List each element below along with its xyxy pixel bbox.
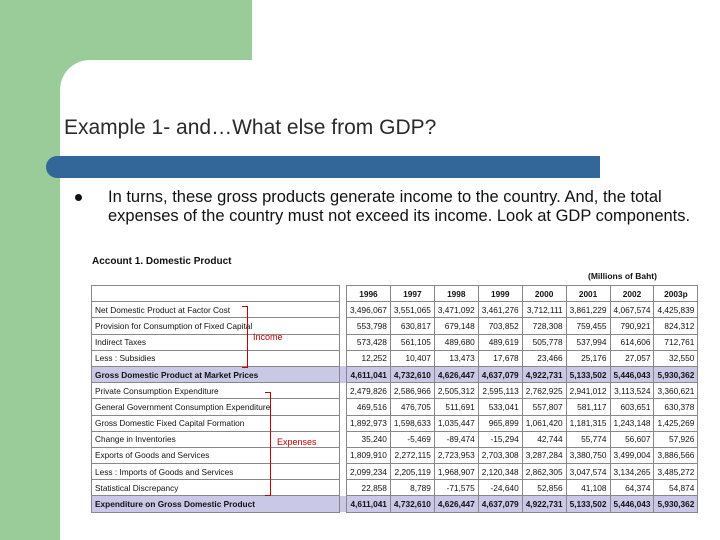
- row-value: 557,807: [522, 399, 566, 415]
- row-value: 728,308: [522, 318, 566, 334]
- row-gap: [340, 350, 347, 366]
- row-value: 57,926: [654, 431, 698, 447]
- row-value: 2,479,826: [347, 383, 391, 399]
- row-value: 32,550: [654, 350, 698, 366]
- row-gap: [340, 464, 347, 480]
- row-value: 630,817: [390, 318, 434, 334]
- table-row: [92, 334, 698, 350]
- row-value: 4,067,574: [610, 302, 654, 318]
- table-row: [92, 447, 698, 463]
- row-value: 5,930,362: [654, 496, 698, 512]
- row-value: 537,994: [566, 334, 610, 350]
- table-row: [92, 496, 698, 512]
- header-year: 1996: [347, 286, 391, 302]
- table-header-row: [92, 286, 698, 302]
- row-value: 8,789: [390, 480, 434, 496]
- row-value: 52,856: [522, 480, 566, 496]
- row-value: 5,446,043: [610, 366, 654, 382]
- row-value: 790,921: [610, 318, 654, 334]
- row-label: Statistical Discrepancy: [92, 480, 340, 496]
- table-row: [92, 366, 698, 382]
- row-value: 2,941,012: [566, 383, 610, 399]
- row-gap: [340, 447, 347, 463]
- row-value: 553,798: [347, 318, 391, 334]
- row-value: 614,606: [610, 334, 654, 350]
- row-value: 56,607: [610, 431, 654, 447]
- row-label: Expenditure on Gross Domestic Product: [92, 496, 340, 512]
- row-value: 5,133,502: [566, 496, 610, 512]
- row-value: 573,428: [347, 334, 391, 350]
- row-value: 2,762,925: [522, 383, 566, 399]
- header-year: 2000: [522, 286, 566, 302]
- row-label: Less : Imports of Goods and Services: [92, 464, 340, 480]
- row-value: 511,691: [434, 399, 478, 415]
- row-value: 3,485,272: [654, 464, 698, 480]
- row-value: 3,712,111: [522, 302, 566, 318]
- row-gap: [340, 496, 347, 512]
- row-value: 1,181,315: [566, 415, 610, 431]
- expenses-annotation: Expenses: [277, 437, 317, 447]
- row-value: 759,455: [566, 318, 610, 334]
- header-year: 2003p: [654, 286, 698, 302]
- row-value: 5,133,502: [566, 366, 610, 382]
- row-value: 533,041: [478, 399, 522, 415]
- row-value: 4,626,447: [434, 366, 478, 382]
- row-label: Change in Inventories: [92, 431, 340, 447]
- row-label: General Government Consumption Expenditure: [92, 399, 340, 415]
- row-gap: [340, 334, 347, 350]
- row-value: 35,240: [347, 431, 391, 447]
- row-value: 679,148: [434, 318, 478, 334]
- row-value: 5,930,362: [654, 366, 698, 382]
- row-value: 4,732,610: [390, 496, 434, 512]
- row-gap: [340, 302, 347, 318]
- row-value: 27,057: [610, 350, 654, 366]
- row-value: 1,892,973: [347, 415, 391, 431]
- row-gap: [340, 318, 347, 334]
- row-label: Gross Domestic Product at Market Prices: [92, 366, 340, 382]
- row-gap: [340, 366, 347, 382]
- row-value: 4,626,447: [434, 496, 478, 512]
- row-value: 476,705: [390, 399, 434, 415]
- row-value: 2,586,966: [390, 383, 434, 399]
- row-value: 4,732,610: [390, 366, 434, 382]
- row-value: 1,061,420: [522, 415, 566, 431]
- header-label-cell: [92, 286, 340, 302]
- row-value: 1,035,447: [434, 415, 478, 431]
- row-value: 4,637,079: [478, 366, 522, 382]
- row-value: 1,968,907: [434, 464, 478, 480]
- row-value: 4,922,731: [522, 366, 566, 382]
- table-row: [92, 464, 698, 480]
- row-label: Provision for Consumption of Fixed Capital: [92, 318, 340, 334]
- row-value: 469,516: [347, 399, 391, 415]
- table-row: [92, 415, 698, 431]
- header-year: 1997: [390, 286, 434, 302]
- row-value: 965,899: [478, 415, 522, 431]
- row-label: Exports of Goods and Services: [92, 447, 340, 463]
- row-value: 17,678: [478, 350, 522, 366]
- row-value: 561,105: [390, 334, 434, 350]
- row-value: 4,611,041: [347, 366, 391, 382]
- row-value: 3,461,276: [478, 302, 522, 318]
- table-row: [92, 383, 698, 399]
- row-value: 42,744: [522, 431, 566, 447]
- row-value: 54,874: [654, 480, 698, 496]
- income-brace: [242, 306, 248, 368]
- row-value: 13,473: [434, 350, 478, 366]
- gdp-table: [91, 285, 698, 513]
- row-value: -15,294: [478, 431, 522, 447]
- bullet-icon: [75, 194, 82, 201]
- row-value: 3,551,065: [390, 302, 434, 318]
- row-value: 2,205,119: [390, 464, 434, 480]
- row-value: -5,469: [390, 431, 434, 447]
- row-value: 3,360,621: [654, 383, 698, 399]
- table-units: (Millions of Baht): [588, 271, 657, 281]
- row-value: 4,922,731: [522, 496, 566, 512]
- row-value: 3,861,229: [566, 302, 610, 318]
- row-gap: [340, 383, 347, 399]
- row-value: -89,474: [434, 431, 478, 447]
- table-row: [92, 431, 698, 447]
- expenses-brace: [265, 392, 271, 496]
- row-value: 3,496,067: [347, 302, 391, 318]
- row-label: Net Domestic Product at Factor Cost: [92, 302, 340, 318]
- row-value: 41,108: [566, 480, 610, 496]
- header-year: 2002: [610, 286, 654, 302]
- table-row: [92, 350, 698, 366]
- row-label: Indirect Taxes: [92, 334, 340, 350]
- row-value: 1,809,910: [347, 447, 391, 463]
- row-value: 2,120,348: [478, 464, 522, 480]
- row-value: 4,611,041: [347, 496, 391, 512]
- row-value: 2,703,308: [478, 447, 522, 463]
- row-value: 581,117: [566, 399, 610, 415]
- row-value: 3,499,004: [610, 447, 654, 463]
- row-value: 22,858: [347, 480, 391, 496]
- row-value: -24,640: [478, 480, 522, 496]
- row-value: 5,446,043: [610, 496, 654, 512]
- row-value: 2,505,312: [434, 383, 478, 399]
- row-value: 25,176: [566, 350, 610, 366]
- header-year: 2001: [566, 286, 610, 302]
- row-value: 2,862,305: [522, 464, 566, 480]
- row-value: -71,575: [434, 480, 478, 496]
- header-year: 1999: [478, 286, 522, 302]
- table-row: [92, 318, 698, 334]
- row-value: 55,774: [566, 431, 610, 447]
- row-value: 3,287,284: [522, 447, 566, 463]
- row-value: 2,272,115: [390, 447, 434, 463]
- row-value: 630,378: [654, 399, 698, 415]
- table-row: [92, 399, 698, 415]
- row-label: Less : Subsidies: [92, 350, 340, 366]
- row-value: 2,099,234: [347, 464, 391, 480]
- slide-title: Example 1- and…What else from GDP?: [64, 116, 437, 139]
- table-row: [92, 480, 698, 496]
- header-gap: [340, 286, 347, 302]
- row-value: 23,466: [522, 350, 566, 366]
- row-gap: [340, 480, 347, 496]
- row-value: 489,619: [478, 334, 522, 350]
- table-body: [92, 302, 698, 512]
- row-value: 603,651: [610, 399, 654, 415]
- row-value: 3,471,092: [434, 302, 478, 318]
- row-value: 3,113,524: [610, 383, 654, 399]
- title-underline-bar: [46, 156, 600, 178]
- row-gap: [340, 415, 347, 431]
- bullet-text: In turns, these gross products generate income to the country. And, the total expenses of the country must not exceed its income. Look at GDP components.: [108, 188, 691, 225]
- table-row: [92, 302, 698, 318]
- income-annotation: Income: [253, 332, 283, 342]
- row-value: 3,134,265: [610, 464, 654, 480]
- row-value: 703,852: [478, 318, 522, 334]
- row-value: 10,407: [390, 350, 434, 366]
- row-value: 505,778: [522, 334, 566, 350]
- row-value: 489,680: [434, 334, 478, 350]
- row-gap: [340, 399, 347, 415]
- row-value: 4,425,839: [654, 302, 698, 318]
- table-title: Account 1. Domestic Product: [92, 256, 232, 267]
- row-value: 1,425,269: [654, 415, 698, 431]
- row-value: 3,380,750: [566, 447, 610, 463]
- row-value: 2,595,113: [478, 383, 522, 399]
- row-value: 4,637,079: [478, 496, 522, 512]
- row-value: 1,598,633: [390, 415, 434, 431]
- row-value: 1,243,148: [610, 415, 654, 431]
- row-label: Gross Domestic Fixed Capital Formation: [92, 415, 340, 431]
- row-value: 64,374: [610, 480, 654, 496]
- row-value: 12,252: [347, 350, 391, 366]
- row-gap: [340, 431, 347, 447]
- row-value: 824,312: [654, 318, 698, 334]
- row-value: 712,761: [654, 334, 698, 350]
- row-value: 3,047,574: [566, 464, 610, 480]
- row-label: Private Consumption Expenditure: [92, 383, 340, 399]
- row-value: 2,723,953: [434, 447, 478, 463]
- header-year: 1998: [434, 286, 478, 302]
- row-value: 3,886,566: [654, 447, 698, 463]
